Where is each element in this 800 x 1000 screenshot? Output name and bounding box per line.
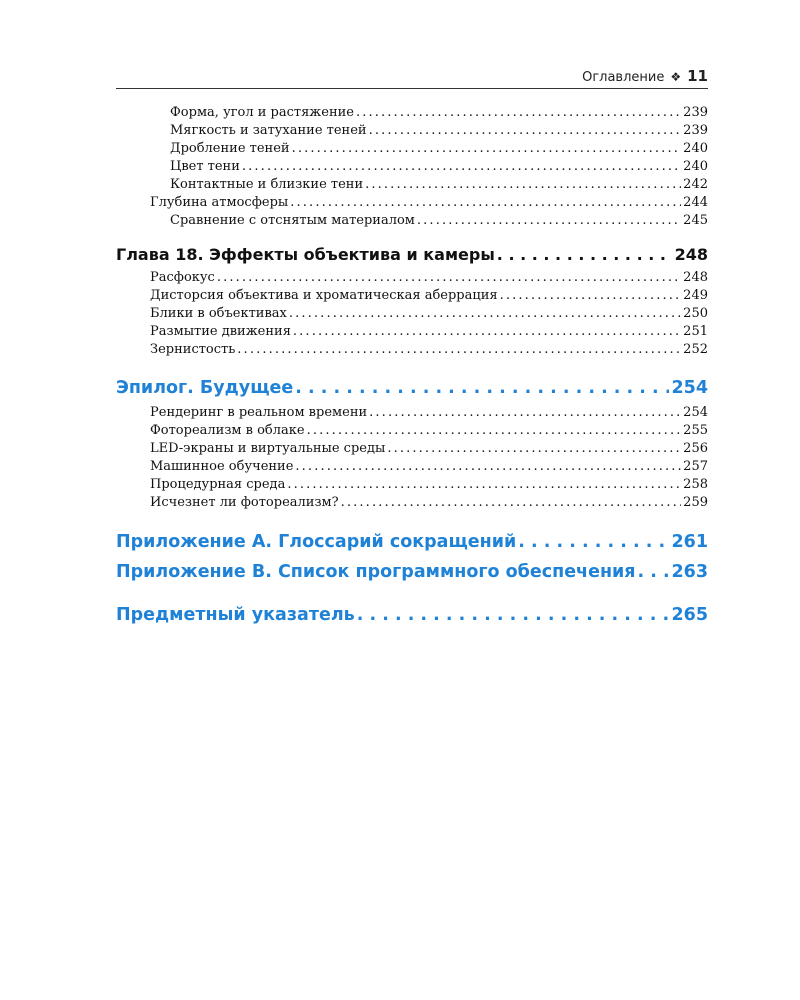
toc-chapter-label: Приложение А. Глоссарий сокращений xyxy=(116,532,517,552)
toc-entry-label: Расфокус xyxy=(150,270,215,285)
toc-entry[interactable] xyxy=(116,287,708,305)
toc-chapter-page: 261 xyxy=(671,532,708,552)
toc-entry-page: 256 xyxy=(683,441,708,456)
toc-entry-page: 258 xyxy=(683,477,708,492)
leader-dots xyxy=(287,476,681,494)
header-page-number: 11 xyxy=(687,67,708,85)
leader-dots xyxy=(295,375,669,401)
toc-chapter-label: Эпилог. Будущее xyxy=(116,378,294,398)
leader-dots xyxy=(497,244,673,266)
toc-chapter-label: Предметный указатель xyxy=(116,605,355,625)
toc-chapter-label: Глава 18. Эффекты объектива и камеры xyxy=(116,245,495,264)
toc-entry-label: Контактные и близкие тени xyxy=(170,177,364,192)
leader-dots xyxy=(518,529,669,555)
toc-appendix-a[interactable] xyxy=(116,529,708,555)
leader-dots xyxy=(357,602,670,628)
toc-entry-label: Блики в объективах xyxy=(150,306,287,321)
toc-entry[interactable] xyxy=(116,458,708,476)
leader-dots xyxy=(356,104,681,122)
leader-dots xyxy=(417,212,681,230)
toc-entry-page: 252 xyxy=(683,342,708,357)
toc-chapter-page: 263 xyxy=(671,562,708,582)
toc-entry-label: Размытие движения xyxy=(150,324,291,339)
toc-entry-page: 255 xyxy=(683,423,708,438)
toc-entry[interactable] xyxy=(116,104,708,122)
toc-entry-page: 254 xyxy=(683,405,708,420)
toc-chapter-page: 265 xyxy=(671,605,708,625)
toc-entry[interactable] xyxy=(116,122,708,140)
toc-entry-page: 240 xyxy=(683,159,708,174)
toc-entry-page: 249 xyxy=(683,288,708,303)
toc-entry-page: 259 xyxy=(683,495,708,510)
leader-dots xyxy=(307,422,682,440)
toc-entry[interactable] xyxy=(116,440,708,458)
leader-dots xyxy=(638,559,670,585)
toc-entry-page: 257 xyxy=(683,459,708,474)
toc-chapter-18[interactable] xyxy=(116,244,708,266)
toc-entry-label: Процедурная среда xyxy=(150,477,286,492)
toc-entry[interactable] xyxy=(116,494,708,512)
toc-entry[interactable] xyxy=(116,305,708,323)
leader-dots xyxy=(369,122,682,140)
leader-dots xyxy=(387,440,681,458)
toc-entry[interactable] xyxy=(116,194,708,212)
toc-chapter-page: 248 xyxy=(674,245,708,264)
toc-entry-page: 239 xyxy=(683,105,708,120)
toc-appendix-b[interactable] xyxy=(116,559,708,585)
toc-entry-label: LED-экраны и виртуальные среды xyxy=(150,441,386,456)
leader-dots xyxy=(292,140,682,158)
toc-entry-page: 248 xyxy=(683,270,708,285)
running-header xyxy=(116,67,708,87)
toc-entry[interactable] xyxy=(116,176,708,194)
toc-entry-label: Дробление теней xyxy=(170,141,290,156)
leader-dots xyxy=(365,176,681,194)
toc-entry-page: 239 xyxy=(683,123,708,138)
leader-dots xyxy=(500,287,682,305)
leader-dots xyxy=(293,323,681,341)
header-section-title: Оглавление xyxy=(582,70,665,85)
leader-dots xyxy=(237,341,681,359)
toc-entry-label: Фотореализм в облаке xyxy=(150,423,305,438)
toc-entry-label: Сравнение с отснятым материалом xyxy=(170,213,415,228)
leader-dots xyxy=(369,404,681,422)
toc-entry-label: Глубина атмосферы xyxy=(150,195,289,210)
table-of-contents xyxy=(116,104,708,631)
toc-entry[interactable] xyxy=(116,404,708,422)
toc-entry-page: 242 xyxy=(683,177,708,192)
toc-entry[interactable] xyxy=(116,269,708,287)
toc-entry-label: Рендеринг в реальном времени xyxy=(150,405,368,420)
header-rule xyxy=(116,88,708,89)
toc-entry-label: Дисторсия объектива и хроматическая аберрация xyxy=(150,288,498,303)
leader-dots xyxy=(341,494,682,512)
toc-entry[interactable] xyxy=(116,212,708,230)
leader-dots xyxy=(290,194,681,212)
toc-entry[interactable] xyxy=(116,140,708,158)
toc-entry-label: Машинное обучение xyxy=(150,459,294,474)
toc-entry-page: 244 xyxy=(683,195,708,210)
ornament-icon: ❖ xyxy=(670,70,682,84)
toc-epilogue[interactable] xyxy=(116,375,708,401)
toc-entry-label: Исчезнет ли фотореализм? xyxy=(150,495,339,510)
toc-entry-page: 240 xyxy=(683,141,708,156)
toc-entry[interactable] xyxy=(116,341,708,359)
leader-dots xyxy=(289,305,681,323)
toc-entry-page: 250 xyxy=(683,306,708,321)
toc-entry[interactable] xyxy=(116,476,708,494)
leader-dots xyxy=(217,269,681,287)
toc-entry-page: 251 xyxy=(683,324,708,339)
toc-chapter-label: Приложение В. Список программного обеспечения xyxy=(116,562,636,582)
toc-entry[interactable] xyxy=(116,422,708,440)
toc-entry-label: Форма, угол и растяжение xyxy=(170,105,354,120)
toc-entry-label: Зернистость xyxy=(150,342,236,357)
toc-entry-label: Цвет тени xyxy=(170,159,240,174)
toc-entry-page: 245 xyxy=(683,213,708,228)
toc-chapter-page: 254 xyxy=(671,378,708,398)
toc-entry-label: Мягкость и затухание теней xyxy=(170,123,367,138)
toc-entry[interactable] xyxy=(116,323,708,341)
toc-index[interactable] xyxy=(116,602,708,628)
leader-dots xyxy=(295,458,681,476)
toc-entry[interactable] xyxy=(116,158,708,176)
leader-dots xyxy=(242,158,681,176)
